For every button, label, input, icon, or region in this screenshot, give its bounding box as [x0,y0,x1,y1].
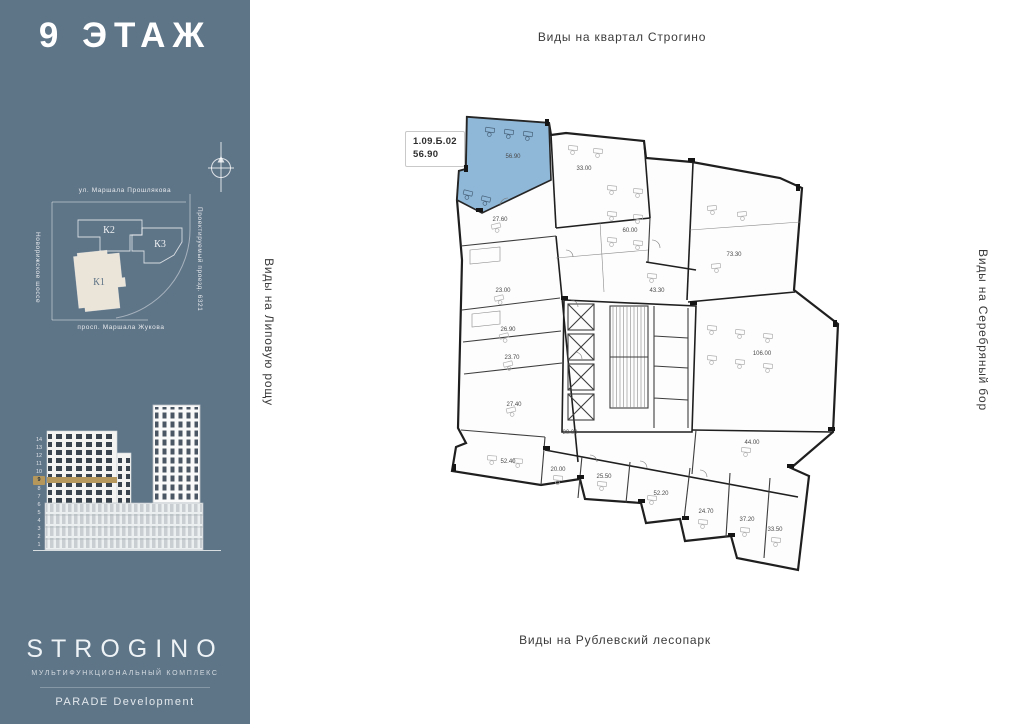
elevation-drawing [25,393,230,578]
brand-developer: PARADE Development [55,696,195,708]
room-area-label: 23.00 [495,288,511,294]
street-right: Проектируемый проезд. 6321 [196,206,203,312]
brand-divider [40,687,210,688]
floor-index-2: 2 [37,534,41,541]
label-k3: К3 [154,239,166,250]
room-area-label: 43.30 [649,288,665,294]
floor-index-9: 9 [33,476,45,484]
room-area-label: 20.00 [550,467,566,473]
room-area-label: 52.20 [653,491,669,497]
floor-index-4: 4 [37,517,41,524]
room-area-label: 73.30 [726,252,742,258]
room-area-label: 23.70 [504,355,520,361]
street-top: ул. Маршала Прошлякова [78,187,172,194]
floor-index-12: 12 [35,453,43,460]
brand-name: STROGINO [26,635,224,663]
view-label-right: Виды на Серебряный бор [976,249,990,411]
unit-id: 1.09.Б.02 [413,136,457,147]
floor-index-column [33,436,45,549]
floor-index-10: 10 [35,469,43,476]
room-area-label: 37.20 [739,517,755,523]
floor-index-1: 1 [37,542,41,549]
unit-area: 56.90 [413,148,439,160]
room-area-label: 56.90 [505,154,521,160]
street-bottom: просп. Маршала Жукова [77,324,165,331]
room-area-label: 106.00 [752,351,772,357]
room-area-label: 27.60 [492,217,508,223]
room-area-label: 27.40 [506,402,522,408]
brand-block [0,635,250,708]
room-area-label: 60.00 [622,228,638,234]
label-k2: К2 [103,225,115,236]
floor-title: 9 ЭТАЖ [38,16,212,55]
floor-plan [438,98,862,590]
floor-index-7: 7 [37,493,41,500]
floor-index-11: 11 [36,461,42,468]
label-k1: К1 [93,277,105,288]
floor9-band [47,477,117,483]
floor-index-5: 5 [37,509,41,516]
floor-index-3: 3 [37,526,41,533]
site-map-drawing [20,158,240,343]
room-area-label: 44.00 [744,440,760,446]
brand-subtitle: МУЛЬТИФУНКЦИОНАЛЬНЫЙ КОМПЛЕКС [31,670,219,677]
view-label-bottom: Виды на Рублевский лесопарк [519,633,711,647]
floor-index-6: 6 [37,501,41,508]
roads [52,194,190,320]
floor-index-13: 13 [35,445,43,452]
sidebar [0,0,250,724]
room-area-label: 24.70 [698,509,714,515]
room-area-label: 52.40 [500,459,516,465]
room-area-label: 33.50 [767,527,783,533]
site-map [20,158,240,343]
room-area-label: 33.00 [576,166,592,172]
view-label-top: Виды на квартал Строгино [537,30,707,44]
view-label-left: Виды на Липовую рощу [262,258,276,406]
street-left: Новорижское шоссе [34,232,41,304]
compass-icon [208,142,234,192]
floor-index-8: 8 [37,485,41,492]
room-area-label: 80.00 [562,430,578,436]
room-area-label: 26.90 [500,327,516,333]
building-elevation [25,393,230,578]
room-area-label: 25.50 [596,474,612,480]
plan-area [250,0,1024,724]
floor-index-14: 14 [35,437,43,443]
